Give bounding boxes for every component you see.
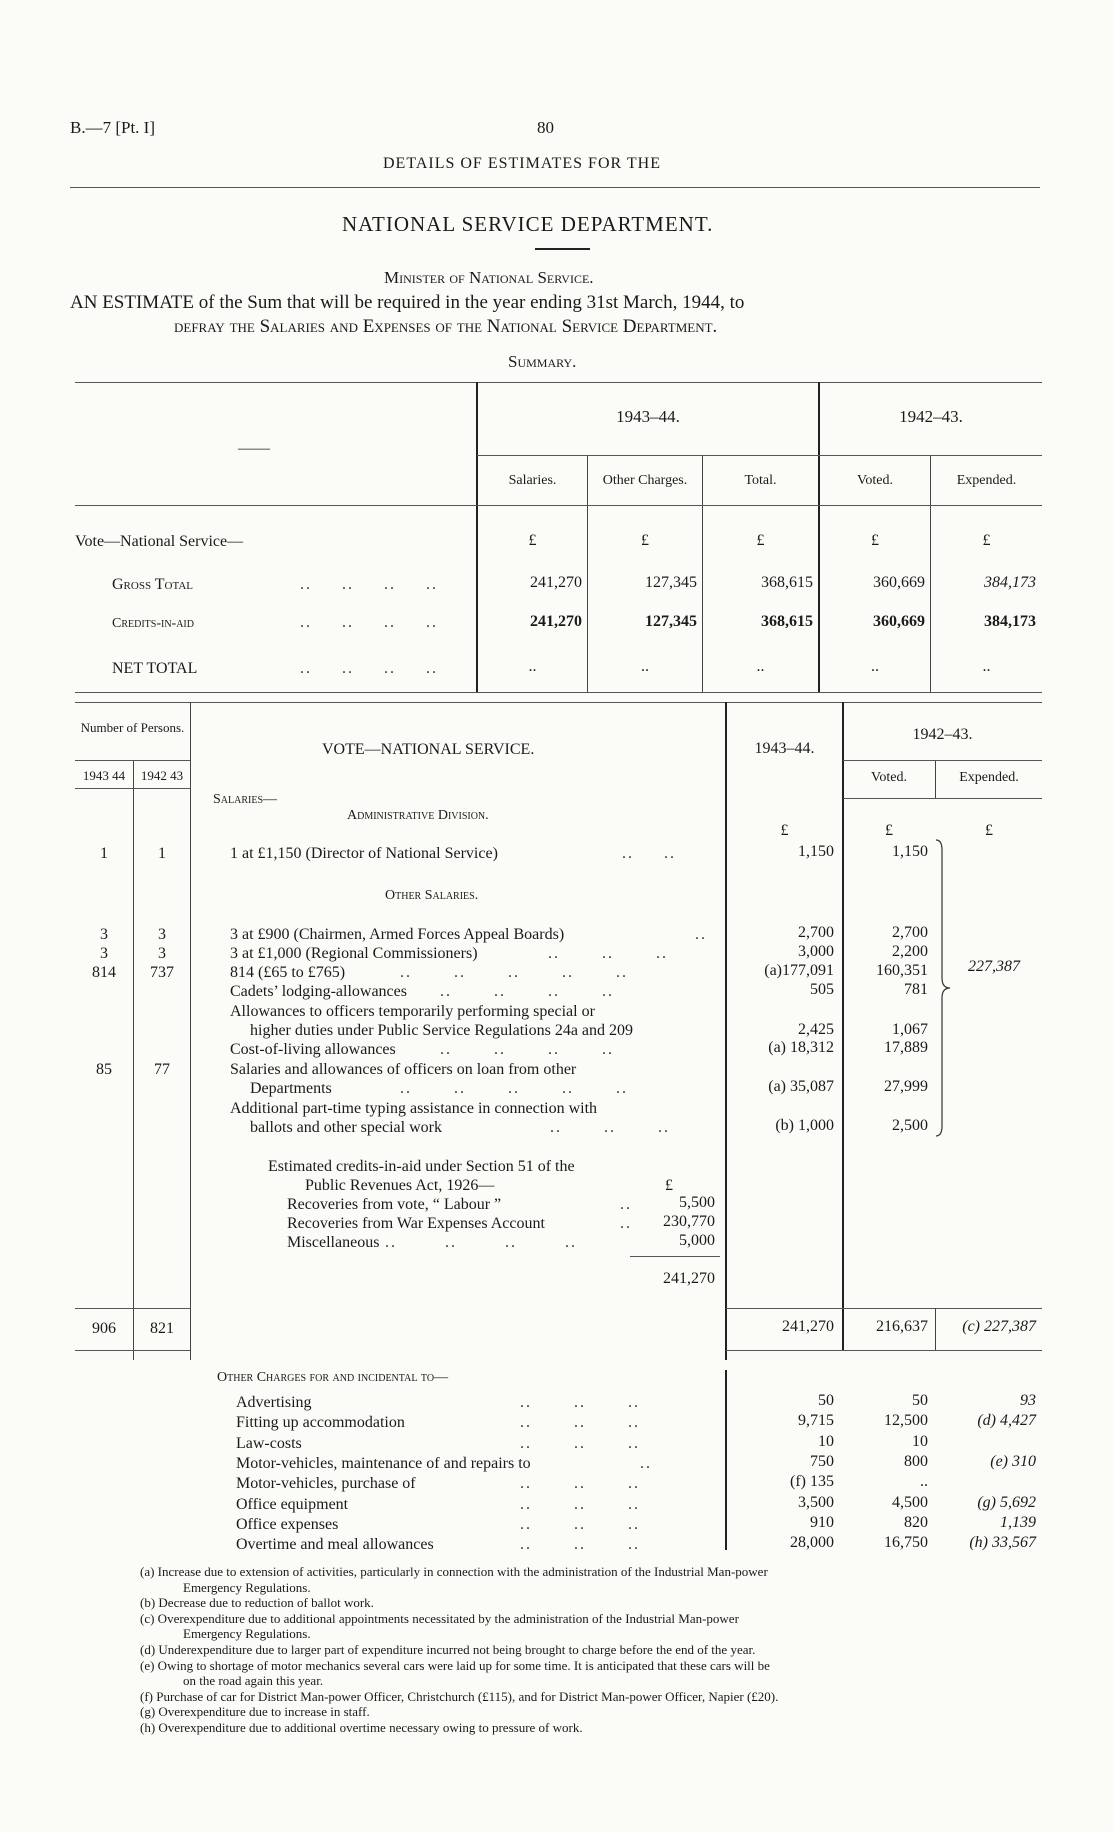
pound-sign: £ bbox=[780, 822, 789, 839]
footnote-line: (a) Increase due to extension of activities, particularly in connection with the administration of the Industrial Man-power bbox=[140, 1564, 768, 1579]
page-number: 80 bbox=[537, 118, 554, 137]
footnote-line: (e) Owing to shortage of motor mechanics several cars were laid up for some time. It is anticipated that these cars will be bbox=[140, 1658, 770, 1673]
net-expended: .. bbox=[982, 658, 991, 675]
footnote-line: on the road again this year. bbox=[183, 1673, 324, 1688]
item-typing-line-1: Additional part-time typing assistance in connection with bbox=[230, 1100, 598, 1117]
item-loan-line-1: Salaries and allowances of officers on loan from other bbox=[230, 1061, 577, 1078]
footnote-line: Emergency Regulations. bbox=[183, 1626, 311, 1641]
gross-salaries: 241,270 bbox=[530, 574, 582, 591]
pound-sign: £ bbox=[985, 822, 993, 839]
regional-1943: 3,000 bbox=[798, 943, 834, 960]
typing-voted: 2,500 bbox=[892, 1117, 928, 1134]
director-1943: 1,150 bbox=[798, 843, 834, 860]
other-charge-label: Office expenses bbox=[236, 1516, 339, 1533]
other-charge-voted: 12,500 bbox=[884, 1412, 928, 1429]
other-charge-1943: 50 bbox=[818, 1392, 834, 1409]
typing-1943: (b) 1,000 bbox=[775, 1117, 834, 1134]
persons-1942: 77 bbox=[154, 1061, 170, 1078]
vote-subheader-rule bbox=[843, 760, 1042, 761]
pound-sign: £ bbox=[885, 822, 893, 839]
leader-dots: .. bbox=[640, 1455, 652, 1472]
number-of-persons-header: Number of Persons. bbox=[80, 720, 185, 735]
summary-col-total: Total. bbox=[744, 473, 777, 488]
footnote-line: (c) Overexpenditure due to additional appointments necessitated by the administration of the Industrial Man-power bbox=[140, 1611, 739, 1626]
cadets-voted: 781 bbox=[904, 981, 928, 998]
item-chairmen: 3 at £900 (Chairmen, Armed Forces Appeal Boards) bbox=[230, 926, 565, 943]
recoveries-war-expenses-amount: 230,770 bbox=[663, 1213, 715, 1230]
miscellaneous: Miscellaneous bbox=[287, 1234, 380, 1251]
gross-other-charges: 127,345 bbox=[645, 574, 697, 591]
credits-other-charges: 127,345 bbox=[645, 613, 697, 630]
net-voted: .. bbox=[871, 658, 879, 675]
miscellaneous-amount: 5,000 bbox=[679, 1232, 715, 1249]
minister-heading: Minister of National Service. bbox=[384, 268, 594, 287]
summary-col-salaries: Salaries. bbox=[508, 473, 557, 488]
net-total-label: NET TOTAL bbox=[112, 660, 198, 677]
header-rule bbox=[70, 187, 1040, 188]
pound-sign: £ bbox=[665, 1177, 673, 1194]
other-charge-expended: (g) 5,692 bbox=[977, 1494, 1036, 1511]
allowances-1943: 2,425 bbox=[798, 1021, 834, 1038]
persons-1943: 3 bbox=[100, 945, 108, 962]
item-grade-814: 814 (£65 to £765) bbox=[230, 964, 346, 981]
footnote-line: (f) Purchase of car for District Man-power Officer, Christchurch (£115), and for District Man-power Officer, Napier (£20). bbox=[140, 1689, 779, 1704]
credits-total: 368,615 bbox=[761, 613, 813, 630]
summary-header-rule bbox=[75, 505, 1042, 506]
item-cadets-lodging: Cadets’ lodging-allowances bbox=[230, 983, 407, 1000]
other-salaries-heading: Other Salaries. bbox=[385, 888, 479, 903]
item-allowances-line-2: higher duties under Public Service Regulations 24a and 209 bbox=[250, 1022, 634, 1039]
vote-top-rule bbox=[75, 702, 1042, 703]
leader-dots: .. .. .. bbox=[520, 1414, 640, 1431]
salaries-expended-total: 227,387 bbox=[968, 958, 1020, 975]
net-other-charges: .. bbox=[641, 658, 649, 675]
persons-1942: 3 bbox=[158, 945, 166, 962]
footnote-line: (b) Decrease due to reduction of ballot work. bbox=[140, 1595, 374, 1610]
other-charge-expended: (h) 33,567 bbox=[969, 1534, 1036, 1551]
net-salaries: .. bbox=[528, 658, 537, 675]
totals-top-rule bbox=[75, 1308, 190, 1309]
leader-dots: .. .. .. bbox=[520, 1536, 640, 1553]
total-persons-1942: 821 bbox=[150, 1320, 174, 1337]
leader-dots: .. .. .. bbox=[520, 1475, 640, 1492]
grade-814-1943: (a)177,091 bbox=[764, 962, 834, 979]
summary-subheader-rule bbox=[477, 455, 1042, 456]
other-charge-label: Overtime and meal allowances bbox=[236, 1536, 434, 1553]
chairmen-voted: 2,700 bbox=[892, 924, 928, 941]
vote-title: VOTE—NATIONAL SERVICE. bbox=[322, 741, 535, 758]
leader-dots: .. .. .. bbox=[520, 1394, 640, 1411]
summary-col-expended: Expended. bbox=[956, 473, 1017, 488]
title-underline bbox=[535, 248, 590, 250]
footnote-line: (h) Overexpenditure due to additional overtime necessary owing to pressure of work. bbox=[140, 1720, 583, 1735]
vote-subheader-rule bbox=[75, 788, 190, 789]
persons-1943: 3 bbox=[100, 926, 108, 943]
other-charge-voted: 800 bbox=[904, 1453, 928, 1470]
summary-col-other-charges: Other Charges. bbox=[602, 473, 688, 488]
other-charge-label: Motor-vehicles, maintenance of and repairs to bbox=[236, 1455, 531, 1472]
persons-1943: 1 bbox=[100, 845, 108, 862]
totals-bottom-rule bbox=[726, 1350, 1042, 1351]
item-director: 1 at £1,150 (Director of National Service) bbox=[230, 845, 498, 862]
gross-total-label: Gross Total bbox=[112, 576, 194, 593]
summary-col-group-1942: 1942–43. bbox=[899, 407, 963, 426]
credits-in-aid-total: 241,270 bbox=[663, 1270, 715, 1287]
leader-dots: .. .. .. .. bbox=[300, 614, 438, 631]
year-1942-header: 1942 43 bbox=[140, 768, 184, 783]
recoveries-labour: Recoveries from vote, “ Labour ” bbox=[287, 1196, 502, 1213]
leader-dots: .. .. .. .. bbox=[440, 1041, 614, 1058]
leader-dots: .. .. .. bbox=[520, 1435, 640, 1452]
summary-heading: Summary. bbox=[508, 352, 577, 371]
other-charge-voted: 10 bbox=[912, 1433, 928, 1450]
loan-voted: 27,999 bbox=[884, 1078, 928, 1095]
gross-voted: 360,669 bbox=[873, 574, 925, 591]
other-charge-1943: 3,500 bbox=[798, 1494, 834, 1511]
credits-expended: 384,173 bbox=[984, 613, 1036, 630]
chairmen-1943: 2,700 bbox=[798, 924, 834, 941]
leader-dots: .. .. .. bbox=[520, 1496, 640, 1513]
other-charge-1943: 910 bbox=[810, 1514, 834, 1531]
vote-col-voted: Voted. bbox=[871, 770, 907, 785]
other-charges-heading: Other Charges for and incidental to— bbox=[217, 1370, 449, 1385]
cost-of-living-1943: (a) 18,312 bbox=[768, 1039, 834, 1056]
footnote-line: (g) Overexpenditure due to increase in staff. bbox=[140, 1704, 370, 1719]
leader-dots: .. .. .. .. bbox=[440, 983, 614, 1000]
vote-col-1942: 1942–43. bbox=[912, 726, 973, 743]
salaries-label: Salaries— bbox=[213, 792, 278, 807]
total-persons-1943: 906 bbox=[92, 1320, 116, 1337]
other-charge-1943: 10 bbox=[818, 1433, 834, 1450]
totals-bottom-rule bbox=[75, 1350, 190, 1351]
document-reference: B.—7 [Pt. I] bbox=[70, 118, 155, 137]
credits-voted: 360,669 bbox=[873, 613, 925, 630]
item-loan-line-2: Departments bbox=[250, 1080, 332, 1097]
other-charge-voted: 820 bbox=[904, 1514, 928, 1531]
persons-1943: 85 bbox=[96, 1061, 112, 1078]
leader-dots: .. .. bbox=[622, 845, 676, 862]
item-regional-commissioners: 3 at £1,000 (Regional Commissioners) bbox=[230, 945, 478, 962]
director-voted: 1,150 bbox=[892, 843, 928, 860]
leader-dots: .. .. .. .. bbox=[300, 576, 438, 593]
gross-total: 368,615 bbox=[761, 574, 813, 591]
pound-sign: £ bbox=[641, 532, 649, 549]
item-cost-of-living: Cost-of-living allowances bbox=[230, 1041, 396, 1058]
pound-sign: £ bbox=[528, 532, 537, 549]
leader-dots: .. .. .. .. .. bbox=[400, 1080, 628, 1097]
other-charge-expended: 93 bbox=[1020, 1392, 1036, 1409]
other-charge-label: Motor-vehicles, purchase of bbox=[236, 1475, 416, 1492]
credits-sum-rule bbox=[630, 1256, 720, 1257]
leader-dots: .. .. .. .. .. bbox=[400, 964, 628, 981]
year-1943-header: 1943 44 bbox=[82, 768, 126, 783]
leader-dots: .. .. .. bbox=[550, 1119, 670, 1136]
recoveries-war-expenses: Recoveries from War Expenses Account bbox=[287, 1215, 545, 1232]
summary-col-voted: Voted. bbox=[857, 473, 893, 488]
grade-814-voted: 160,351 bbox=[876, 962, 928, 979]
other-charge-voted: 16,750 bbox=[884, 1534, 928, 1551]
leader-dots: .. .. .. .. bbox=[385, 1234, 577, 1251]
pound-sign: £ bbox=[756, 532, 765, 549]
vote-subheader-rule bbox=[75, 760, 190, 761]
other-charge-1943: 750 bbox=[810, 1453, 834, 1470]
other-charge-voted: 50 bbox=[912, 1392, 928, 1409]
loan-1943: (a) 35,087 bbox=[768, 1078, 834, 1095]
other-charge-voted: .. bbox=[920, 1473, 928, 1490]
department-title: NATIONAL SERVICE DEPARTMENT. bbox=[342, 212, 714, 236]
other-charge-label: Office equipment bbox=[236, 1496, 349, 1513]
credits-in-aid-line-1: Estimated credits-in-aid under Section 51 of the bbox=[268, 1158, 575, 1175]
other-charge-label: Fitting up accommodation bbox=[236, 1414, 405, 1431]
persons-1942: 1 bbox=[158, 845, 166, 862]
credits-in-aid-line-2: Public Revenues Act, 1926— bbox=[305, 1177, 495, 1194]
recoveries-labour-amount: 5,500 bbox=[679, 1194, 715, 1211]
vote-divider bbox=[190, 702, 191, 1360]
other-charge-expended: 1,139 bbox=[1000, 1514, 1036, 1531]
item-typing-line-2: ballots and other special work bbox=[250, 1119, 442, 1136]
leader-dots: .. bbox=[620, 1215, 632, 1232]
details-title: DETAILS OF ESTIMATES FOR THE bbox=[383, 155, 661, 172]
vote-col-expended: Expended. bbox=[959, 770, 1019, 785]
summary-top-rule bbox=[75, 382, 1042, 383]
pound-sign: £ bbox=[871, 532, 879, 549]
other-charge-label: Advertising bbox=[236, 1394, 312, 1411]
vote-header-rule bbox=[843, 798, 1042, 799]
expended-brace-icon bbox=[932, 838, 954, 1138]
other-charge-label: Law-costs bbox=[236, 1435, 302, 1452]
leader-dots: .. .. .. bbox=[520, 1516, 640, 1533]
leader-dots: .. bbox=[695, 926, 707, 943]
allowances-voted: 1,067 bbox=[892, 1021, 928, 1038]
leader-dots: .. .. .. .. bbox=[300, 660, 438, 677]
other-charge-expended: (e) 310 bbox=[990, 1453, 1036, 1470]
footnote-line: (d) Underexpenditure due to larger part of expenditure incurred not being brought to charge before the end of the year. bbox=[140, 1642, 756, 1657]
other-charge-expended: (d) 4,427 bbox=[977, 1412, 1036, 1429]
pound-sign: £ bbox=[982, 532, 991, 549]
persons-1942: 3 bbox=[158, 926, 166, 943]
other-charge-1943: (f) 135 bbox=[790, 1473, 834, 1490]
salaries-total-voted: 216,637 bbox=[876, 1318, 928, 1335]
persons-1943: 814 bbox=[92, 964, 116, 981]
salaries-total-1943: 241,270 bbox=[782, 1318, 834, 1335]
item-allowances-line-1: Allowances to officers temporarily performing special or bbox=[230, 1003, 595, 1020]
estimate-line-2: defray the Salaries and Expenses of the National Service Department. bbox=[174, 316, 718, 337]
gross-expended: 384,173 bbox=[984, 574, 1036, 591]
totals-top-rule bbox=[726, 1308, 1042, 1309]
cadets-1943: 505 bbox=[810, 981, 834, 998]
credits-salaries: 241,270 bbox=[530, 613, 582, 630]
persons-1942: 737 bbox=[150, 964, 174, 981]
leader-dots: .. bbox=[620, 1196, 632, 1213]
salaries-total-expended: (c) 227,387 bbox=[962, 1318, 1036, 1335]
net-total: .. bbox=[756, 658, 765, 675]
other-charge-1943: 9,715 bbox=[798, 1412, 834, 1429]
vote-label: Vote—National Service— bbox=[75, 533, 244, 550]
footnote-line: Emergency Regulations. bbox=[183, 1580, 311, 1595]
summary-dash: —— bbox=[238, 440, 270, 457]
regional-voted: 2,200 bbox=[892, 943, 928, 960]
leader-dots: .. .. .. bbox=[548, 945, 668, 962]
estimate-line-1: AN ESTIMATE of the Sum that will be required in the year ending 31st March, 1944, to bbox=[70, 292, 745, 313]
cost-of-living-voted: 17,889 bbox=[884, 1039, 928, 1056]
other-charge-1943: 28,000 bbox=[790, 1534, 834, 1551]
other-charge-voted: 4,500 bbox=[892, 1494, 928, 1511]
credits-in-aid-label: Credits-in-aid bbox=[112, 616, 194, 631]
summary-col-group-1943: 1943–44. bbox=[616, 407, 680, 426]
summary-bottom-rule bbox=[75, 692, 1042, 693]
administrative-division-heading: Administrative Division. bbox=[347, 808, 489, 823]
vote-col-1943: 1943–44. bbox=[754, 740, 815, 757]
